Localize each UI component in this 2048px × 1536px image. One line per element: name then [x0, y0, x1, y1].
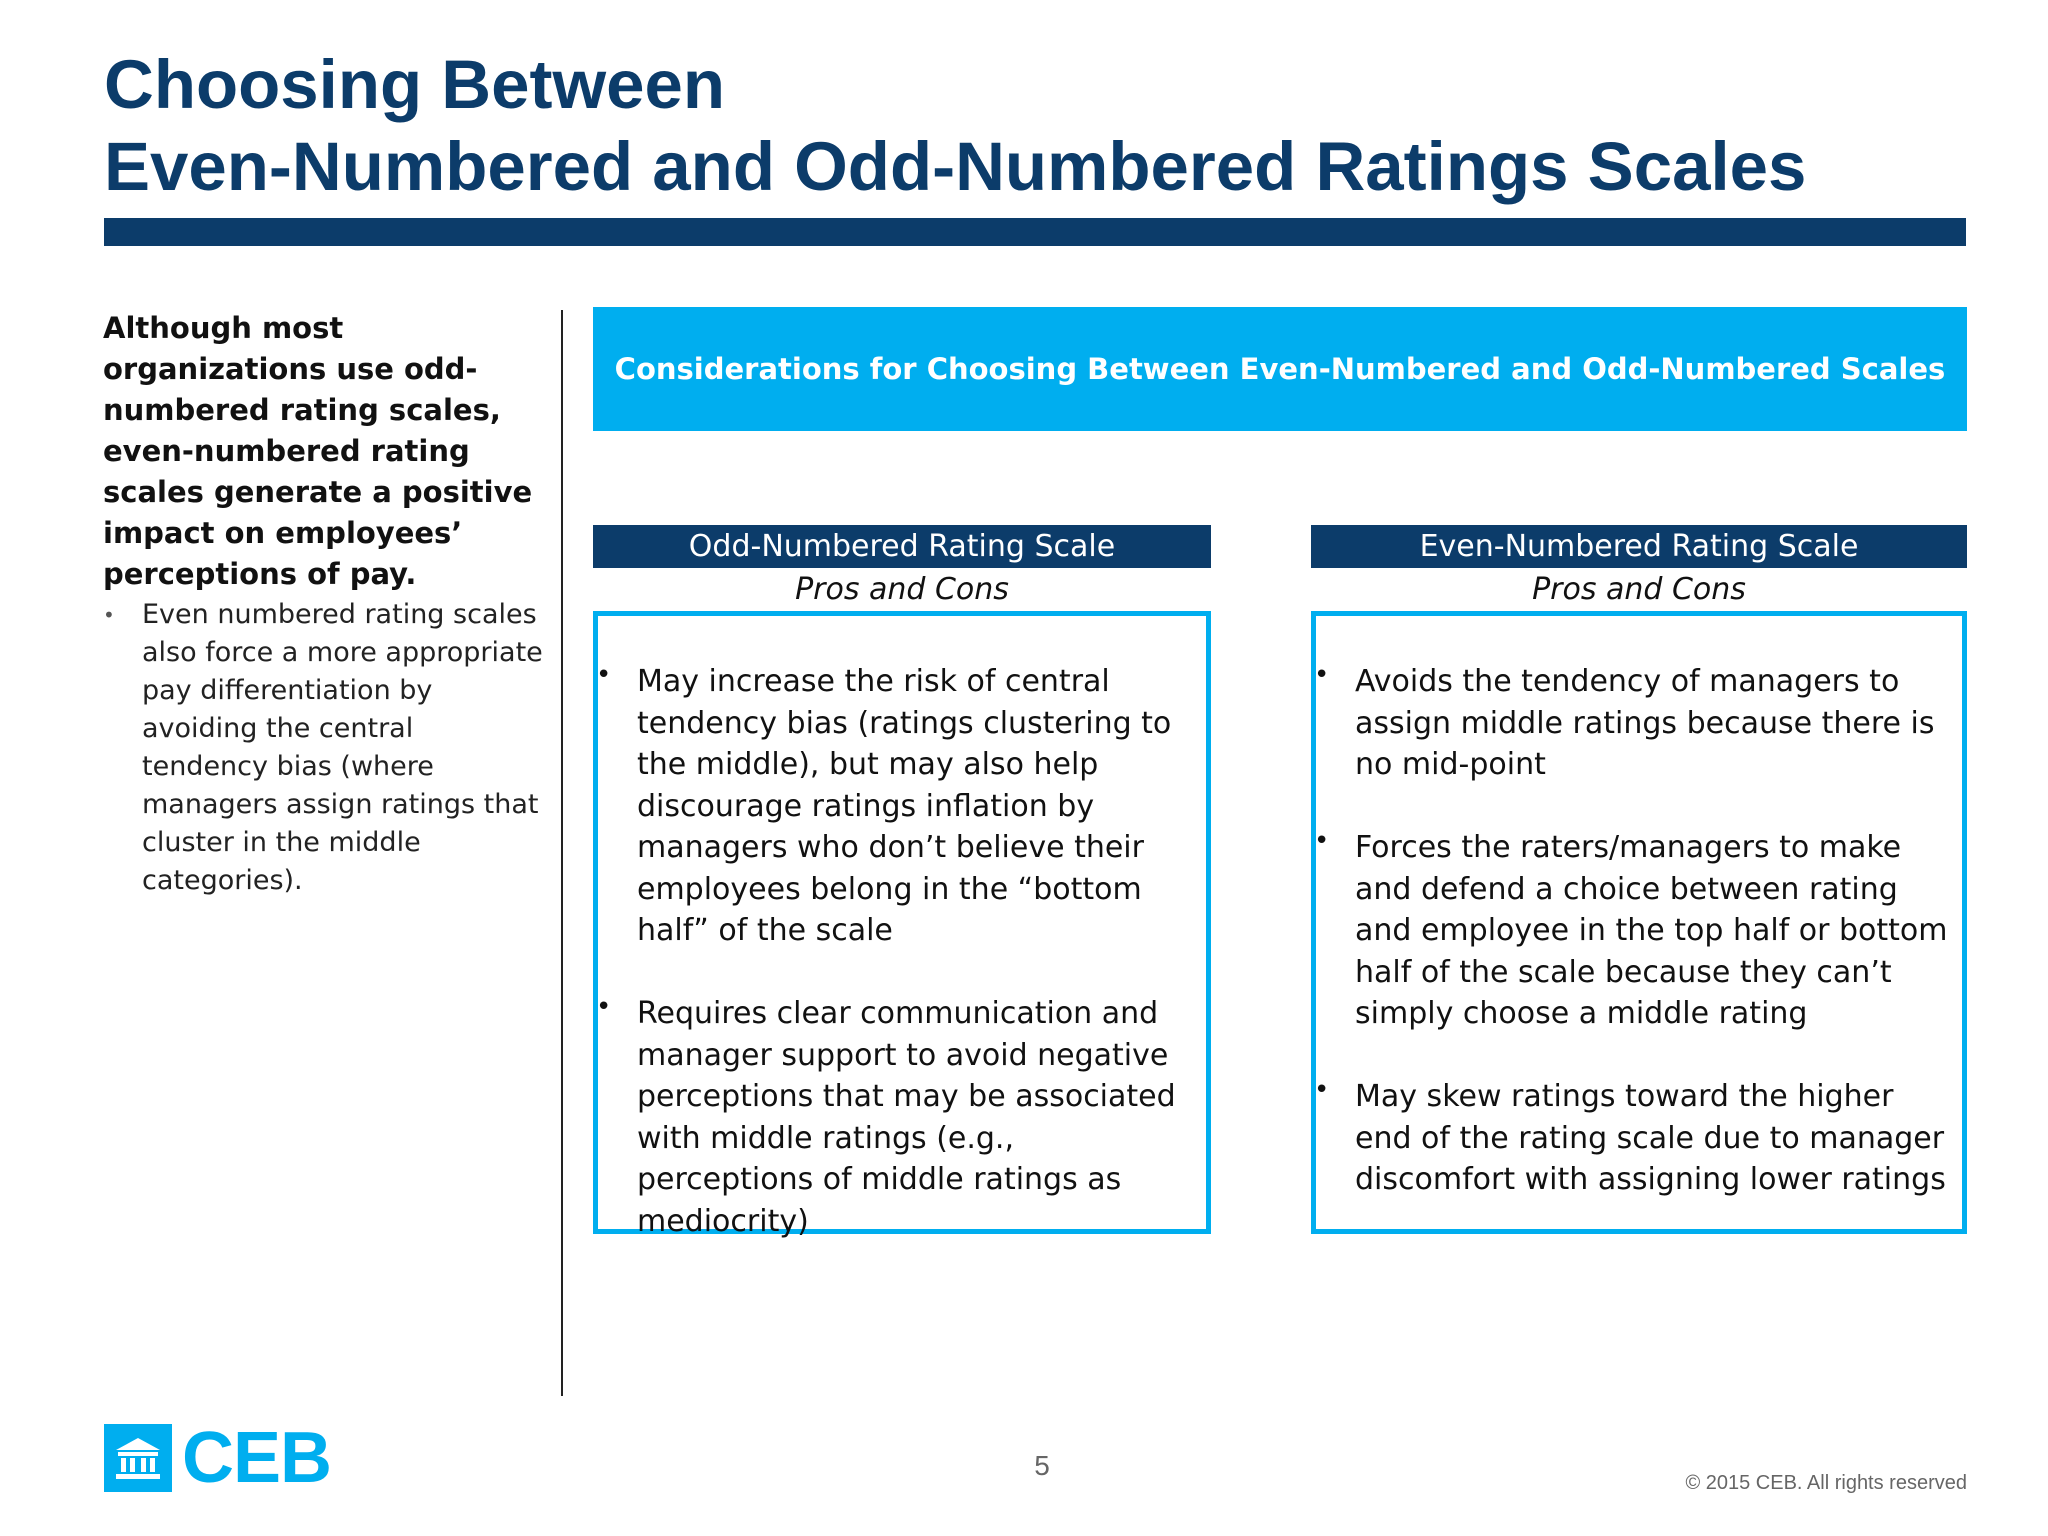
even-scale-list	[1316, 661, 1952, 1201]
logo-text: CEB	[182, 1418, 332, 1498]
banner-text: Considerations for Choosing Between Even-Numbered and Odd-Numbered Scales	[614, 352, 1946, 386]
list-item-text: Requires clear communication and manager support to avoid negative perceptions that may be associated with middle ratings (e.g., perceptions of middle ratings as mediocrity)	[637, 996, 1176, 1239]
odd-scale-header: Odd-Numbered Rating Scale	[593, 525, 1211, 568]
copyright-notice: © 2015 CEB. All rights reserved	[1685, 1472, 1967, 1494]
page-number: 5	[1034, 1450, 1050, 1481]
list-item	[598, 661, 1196, 952]
sidebar-bullet	[103, 596, 543, 900]
bullet-icon: •	[1314, 1075, 1330, 1105]
bullet-icon: •	[1314, 826, 1330, 856]
list-item-text: May skew ratings toward the higher end of the rating scale due to manager discomfort with assigning lower ratings	[1355, 1079, 1946, 1197]
page-title	[104, 44, 1806, 208]
sidebar-heading: Although most organizations use odd-numbered rating scales, even-numbered rating scales generate a positive impact on employees’ perceptions of pay.	[103, 311, 533, 591]
ceb-logo	[104, 1418, 332, 1498]
sidebar-bullet-text: Even numbered rating scales also force a more appropriate pay differentiation by avoiding the central tendency bias (where managers assign ratings that cluster in the middle categories).	[142, 599, 543, 896]
odd-scale-list	[598, 661, 1196, 1242]
title-line-2: Even-Numbered and Odd-Numbered Ratings Scales	[104, 128, 1807, 205]
odd-scale-subheader: Pros and Cons	[795, 572, 1009, 607]
building-icon	[104, 1424, 172, 1492]
list-item-text: Avoids the tendency of managers to assign middle ratings because there is no mid-point	[1355, 664, 1935, 782]
list-item	[1316, 661, 1952, 786]
list-item	[1316, 1076, 1952, 1201]
odd-scale-box	[593, 611, 1211, 1239]
bullet-icon: •	[1314, 660, 1330, 690]
list-item-text: May increase the risk of central tendency bias (ratings clustering to the middle), but may also help discourage ratings inflation by managers who don’t believe their employees belong in the “bottom half” of the scale	[637, 664, 1172, 948]
even-scale-subheader: Pros and Cons	[1532, 572, 1746, 607]
even-scale-box	[1311, 611, 1967, 1234]
vertical-divider	[561, 310, 563, 1396]
considerations-banner	[593, 307, 1967, 431]
title-line-1: Choosing Between	[104, 46, 726, 123]
list-item	[1316, 827, 1952, 1035]
bullet-icon: •	[103, 603, 115, 627]
list-item-text: Forces the raters/managers to make and defend a choice between rating and employee in the top half or bottom half of the scale because they can’t simply choose a middle rating	[1355, 830, 1948, 1031]
bullet-icon: •	[596, 992, 612, 1022]
even-scale-header: Even-Numbered Rating Scale	[1311, 525, 1967, 568]
bullet-icon: •	[596, 660, 612, 690]
list-item	[598, 993, 1196, 1242]
title-divider	[104, 218, 1966, 246]
